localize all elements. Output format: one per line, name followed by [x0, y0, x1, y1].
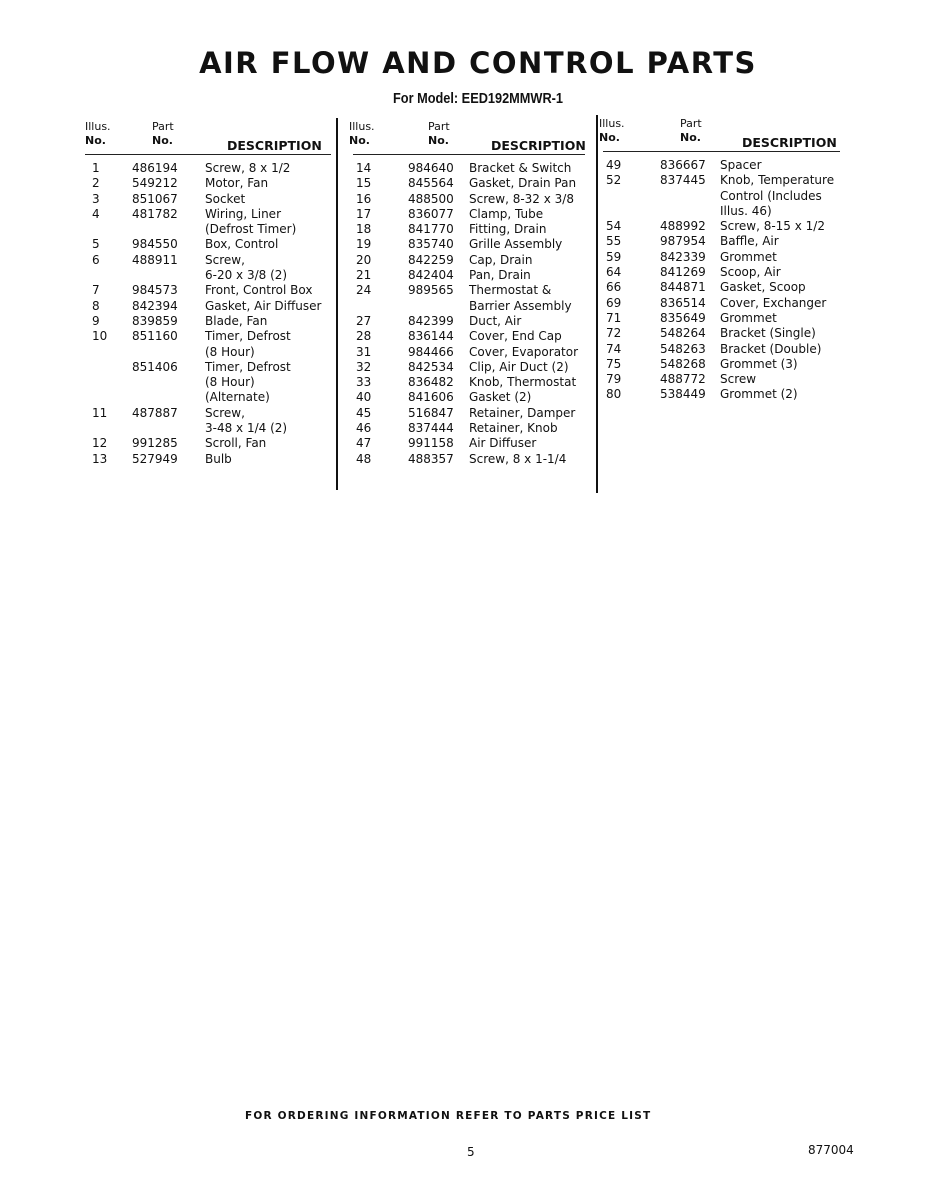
part-number: 836667 — [660, 158, 706, 172]
parts-row — [85, 299, 331, 314]
column-divider — [596, 115, 598, 493]
parts-row — [85, 406, 331, 437]
part-description: Baffle, Air — [720, 234, 779, 249]
part-description: Bracket & Switch — [469, 161, 572, 175]
part-header-line: No. — [680, 131, 701, 144]
parts-row — [85, 452, 331, 467]
illus-header-line: Illus. — [599, 117, 625, 130]
parts-row — [603, 265, 840, 280]
parts-row — [603, 219, 840, 234]
part-number: 984573 — [132, 283, 178, 298]
illus-number: 72 — [606, 326, 622, 341]
illus-header — [599, 117, 625, 145]
parts-row — [353, 161, 585, 176]
part-description: Fitting, Drain — [469, 222, 547, 237]
illus-number: 55 — [606, 234, 622, 249]
parts-row — [603, 372, 840, 387]
part-number: 842259 — [408, 252, 454, 267]
illus-number: 4 — [92, 206, 100, 221]
description-header: DESCRIPTION — [491, 138, 586, 153]
part-description: Socket — [205, 191, 246, 206]
parts-row — [603, 311, 840, 326]
illus-number: 15 — [356, 176, 372, 191]
part-number: 851406 — [132, 359, 178, 374]
illus-number: 74 — [606, 341, 622, 356]
part-description: Knob, Temperature — [720, 173, 835, 188]
part-header — [680, 117, 702, 145]
part-number: 837444 — [408, 421, 454, 436]
illus-number: 46 — [356, 421, 372, 436]
part-description: Bulb — [205, 451, 232, 466]
part-number: 842404 — [408, 268, 454, 283]
part-number: 987954 — [660, 234, 706, 249]
parts-row — [353, 375, 585, 390]
parts-column-2 — [349, 116, 586, 467]
part-description: 3-48 x 1/4 (2) — [205, 421, 288, 436]
parts-row — [353, 176, 585, 191]
part-header — [152, 120, 174, 148]
illus-number: 17 — [356, 206, 372, 221]
part-description: Air Diffuser — [469, 436, 537, 451]
column-divider — [336, 118, 338, 490]
parts-row — [353, 237, 585, 252]
part-number: 984640 — [408, 161, 454, 175]
illus-number: 40 — [356, 390, 372, 405]
illus-number: 14 — [356, 161, 372, 175]
part-number: 488357 — [408, 451, 454, 466]
part-description: Screw, 8 x 1-1/4 — [469, 451, 567, 466]
parts-row — [603, 326, 840, 341]
parts-row — [353, 253, 585, 268]
parts-row — [603, 387, 840, 402]
part-description: Screw, 8-15 x 1/2 — [720, 219, 825, 234]
part-number: 481782 — [132, 206, 178, 221]
illus-number: 69 — [606, 295, 622, 310]
part-header — [428, 120, 450, 148]
part-number: 844871 — [660, 280, 706, 295]
illus-number: 24 — [356, 283, 372, 298]
part-number: 836144 — [408, 329, 454, 344]
illus-header — [349, 120, 375, 148]
illus-header — [85, 120, 111, 148]
part-description: Cover, Exchanger — [720, 295, 827, 310]
parts-row — [85, 253, 331, 284]
part-number: 488992 — [660, 219, 706, 234]
part-description: Clip, Air Duct (2) — [469, 359, 569, 374]
parts-row — [353, 421, 585, 436]
parts-row — [353, 436, 585, 451]
illus-number: 52 — [606, 173, 622, 188]
parts-row — [353, 360, 585, 375]
part-number: 837445 — [660, 173, 706, 188]
part-description: 6-20 x 3/8 (2) — [205, 268, 288, 283]
parts-row — [353, 283, 585, 314]
illus-number: 75 — [606, 356, 622, 371]
parts-row — [353, 345, 585, 360]
illus-number: 18 — [356, 222, 372, 237]
part-description: Grommet — [720, 249, 777, 264]
part-number: 836482 — [408, 375, 454, 390]
parts-row — [85, 436, 331, 451]
illus-number: 33 — [356, 375, 372, 390]
part-number: 488500 — [408, 191, 454, 206]
illus-number: 9 — [92, 313, 100, 328]
illus-number: 59 — [606, 249, 622, 264]
part-number: 549212 — [132, 176, 178, 191]
part-header-line: No. — [428, 134, 449, 147]
description-header: DESCRIPTION — [227, 138, 322, 153]
illus-number: 47 — [356, 436, 372, 451]
part-number: 835740 — [408, 237, 454, 252]
part-description: Front, Control Box — [205, 283, 313, 298]
part-number: 984466 — [408, 344, 454, 359]
part-description: (Defrost Timer) — [205, 222, 297, 237]
illus-number: 16 — [356, 191, 372, 206]
description-header: DESCRIPTION — [742, 135, 837, 150]
part-description: Box, Control — [205, 237, 279, 252]
document-number: 877004 — [808, 1143, 854, 1157]
illus-header-line: No. — [85, 134, 106, 147]
illus-number: 8 — [92, 298, 100, 313]
parts-row — [603, 250, 840, 265]
illus-header-line: Illus. — [349, 120, 375, 133]
part-number: 991158 — [408, 436, 454, 451]
part-number: 835649 — [660, 310, 706, 325]
illus-number: 80 — [606, 387, 622, 402]
parts-row — [353, 207, 585, 222]
parts-column-3 — [599, 113, 840, 403]
illus-number: 32 — [356, 359, 372, 374]
model-subtitle: For Model: EED192MMWR-1 — [392, 90, 563, 107]
part-description: Duct, Air — [469, 313, 522, 328]
part-number: 486194 — [132, 161, 178, 175]
part-number: 488911 — [132, 252, 178, 267]
parts-row — [353, 390, 585, 405]
part-number: 488772 — [660, 372, 706, 387]
part-description: Screw, 8-32 x 3/8 — [469, 191, 574, 206]
part-description: Bracket (Single) — [720, 326, 816, 341]
part-description: Control (Includes — [720, 188, 822, 203]
column-header — [349, 116, 586, 155]
part-description: Screw — [720, 372, 757, 387]
page-number: 5 — [467, 1145, 475, 1159]
parts-row — [603, 342, 840, 357]
parts-row — [353, 268, 585, 283]
part-number: 841770 — [408, 222, 454, 237]
part-description: Gasket (2) — [469, 390, 532, 405]
part-number: 548263 — [660, 341, 706, 356]
part-number: 839859 — [132, 313, 178, 328]
part-description: (8 Hour) — [205, 344, 255, 359]
illus-header-line: No. — [349, 134, 370, 147]
illus-number: 2 — [92, 176, 100, 191]
parts-row — [85, 176, 331, 191]
parts-row — [603, 173, 840, 219]
part-description: Screw, — [205, 252, 245, 267]
part-header-line: Part — [152, 120, 174, 133]
part-number: 538449 — [660, 387, 706, 402]
part-number: 516847 — [408, 405, 454, 420]
part-description: Clamp, Tube — [469, 206, 544, 221]
part-number: 841269 — [660, 265, 706, 280]
part-description: Scroll, Fan — [205, 436, 267, 451]
parts-column-1 — [85, 116, 331, 467]
part-number: 984550 — [132, 237, 178, 252]
illus-header-line: Illus. — [85, 120, 111, 133]
part-number: 989565 — [408, 283, 454, 298]
part-description: Cap, Drain — [469, 252, 533, 267]
illus-number: 49 — [606, 158, 622, 172]
illus-number: 64 — [606, 265, 622, 280]
part-description: Grille Assembly — [469, 237, 563, 252]
parts-row — [85, 161, 331, 176]
part-number: 487887 — [132, 405, 178, 420]
part-description: (Alternate) — [205, 390, 270, 405]
part-description: Bracket (Double) — [720, 341, 822, 356]
illus-number: 7 — [92, 283, 100, 298]
illus-header-line: No. — [599, 131, 620, 144]
part-number: 527949 — [132, 451, 178, 466]
illus-number: 13 — [92, 451, 108, 466]
part-description: Barrier Assembly — [469, 298, 572, 313]
illus-number: 45 — [356, 405, 372, 420]
part-description: Grommet — [720, 310, 777, 325]
column-header — [85, 116, 331, 155]
part-description: Cover, End Cap — [469, 329, 562, 344]
part-description: Gasket, Drain Pan — [469, 176, 577, 191]
parts-row — [353, 406, 585, 421]
part-description: (8 Hour) — [205, 375, 255, 390]
parts-row — [603, 296, 840, 311]
parts-row — [353, 222, 585, 237]
part-number: 842534 — [408, 359, 454, 374]
part-number: 841606 — [408, 390, 454, 405]
parts-row — [353, 329, 585, 344]
illus-number: 10 — [92, 329, 108, 344]
part-description: Gasket, Scoop — [720, 280, 806, 295]
parts-row — [353, 314, 585, 329]
parts-row — [85, 314, 331, 329]
illus-number: 19 — [356, 237, 372, 252]
part-number: 548268 — [660, 356, 706, 371]
parts-row — [353, 452, 585, 467]
part-description: Timer, Defrost — [205, 329, 291, 344]
part-description: Knob, Thermostat — [469, 375, 577, 390]
part-description: Thermostat & — [469, 283, 552, 298]
part-description: Retainer, Knob — [469, 421, 558, 436]
illus-number: 79 — [606, 372, 622, 387]
illus-number: 66 — [606, 280, 622, 295]
part-number: 842394 — [132, 298, 178, 313]
illus-number: 21 — [356, 268, 372, 283]
parts-row — [85, 360, 331, 406]
part-number: 851160 — [132, 329, 178, 344]
part-header-line: No. — [152, 134, 173, 147]
part-description: Motor, Fan — [205, 176, 269, 191]
page-title: AIR FLOW AND CONTROL PARTS — [199, 46, 757, 80]
illus-number: 28 — [356, 329, 372, 344]
parts-row — [353, 192, 585, 207]
illus-number: 31 — [356, 344, 372, 359]
part-number: 842339 — [660, 249, 706, 264]
illus-number: 20 — [356, 252, 372, 267]
parts-row — [85, 329, 331, 360]
part-header-line: Part — [428, 120, 450, 133]
part-number: 836514 — [660, 295, 706, 310]
part-description: Screw, 8 x 1/2 — [205, 161, 291, 175]
part-description: Blade, Fan — [205, 313, 268, 328]
parts-row — [85, 207, 331, 238]
illus-number: 6 — [92, 252, 100, 267]
part-number: 836077 — [408, 206, 454, 221]
part-description: Retainer, Damper — [469, 405, 576, 420]
part-number: 842399 — [408, 313, 454, 328]
part-description: Screw, — [205, 405, 245, 420]
part-description: Scoop, Air — [720, 265, 781, 280]
part-number: 851067 — [132, 191, 178, 206]
parts-row — [603, 357, 840, 372]
part-number: 845564 — [408, 176, 454, 191]
parts-row — [603, 234, 840, 249]
parts-row — [603, 158, 840, 173]
illus-number: 71 — [606, 310, 622, 325]
part-description: Spacer — [720, 158, 762, 172]
illus-number: 5 — [92, 237, 100, 252]
part-number: 991285 — [132, 436, 178, 451]
illus-number: 48 — [356, 451, 372, 466]
part-description: Timer, Defrost — [205, 359, 291, 374]
part-description: Gasket, Air Diffuser — [205, 298, 322, 313]
illus-number: 54 — [606, 219, 622, 234]
illus-number: 27 — [356, 313, 372, 328]
part-header-line: Part — [680, 117, 702, 130]
part-description: Cover, Evaporator — [469, 344, 579, 359]
ordering-info-footer: FOR ORDERING INFORMATION REFER TO PARTS PRICE LIST — [245, 1110, 652, 1122]
part-description: Grommet (2) — [720, 387, 798, 402]
parts-row — [603, 280, 840, 295]
parts-row — [85, 283, 331, 298]
part-description: Grommet (3) — [720, 356, 798, 371]
illus-number: 12 — [92, 436, 108, 451]
illus-number: 3 — [92, 191, 100, 206]
part-description: Wiring, Liner — [205, 206, 281, 221]
illus-number: 11 — [92, 405, 108, 420]
parts-row — [85, 192, 331, 207]
part-description: Illus. 46) — [720, 203, 772, 218]
column-header — [599, 113, 840, 152]
part-number: 548264 — [660, 326, 706, 341]
illus-number: 1 — [92, 161, 100, 175]
parts-row — [85, 237, 331, 252]
part-description: Pan, Drain — [469, 268, 531, 283]
